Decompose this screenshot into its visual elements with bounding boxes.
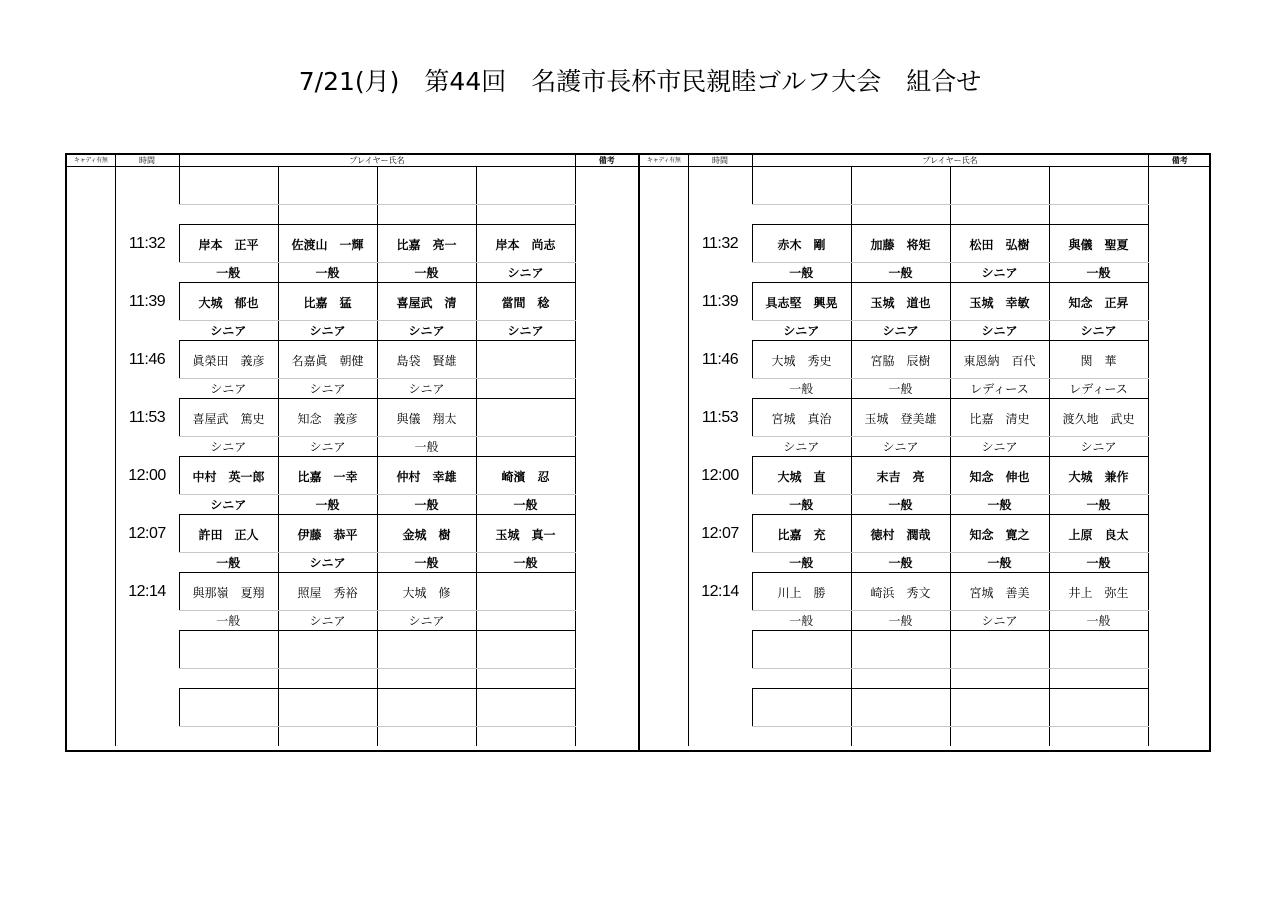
player-name: 比嘉 猛 <box>278 283 377 321</box>
player-category <box>377 205 476 225</box>
player-category: 一般 <box>752 611 851 631</box>
group-row <box>640 689 1211 727</box>
pairing-sheet <box>65 153 1211 752</box>
player-name <box>179 689 278 727</box>
player-name: 眞榮田 義彦 <box>179 341 278 379</box>
player-name: 大城 郁也 <box>179 283 278 321</box>
player-name <box>950 167 1049 205</box>
player-name <box>179 167 278 205</box>
player-category <box>851 205 950 225</box>
tee-time <box>688 631 752 689</box>
players-header: プレイヤー氏名 <box>179 155 575 167</box>
header-row <box>67 155 638 167</box>
group-row <box>67 167 638 205</box>
group-row <box>67 631 638 669</box>
player-name: 岸本 正平 <box>179 225 278 263</box>
player-name: 渡久地 武史 <box>1049 399 1148 437</box>
player-category: シニア <box>950 263 1049 283</box>
player-name: 末吉 亮 <box>851 457 950 495</box>
tee-time <box>115 631 179 689</box>
player-name: 與儀 翔太 <box>377 399 476 437</box>
player-name: 知念 伸也 <box>950 457 1049 495</box>
player-category: シニア <box>851 321 950 341</box>
player-category: 一般 <box>950 553 1049 573</box>
player-category: シニア <box>377 379 476 399</box>
player-name: 上原 良太 <box>1049 515 1148 553</box>
remarks-cell <box>1148 399 1211 457</box>
tee-time: 12:14 <box>115 573 179 631</box>
remarks-cell <box>575 399 638 457</box>
player-name: 照屋 秀裕 <box>278 573 377 611</box>
player-name <box>1049 167 1148 205</box>
player-name <box>851 167 950 205</box>
tee-time <box>688 167 752 225</box>
player-category: 一般 <box>752 553 851 573</box>
player-name <box>377 631 476 669</box>
player-category: シニア <box>278 553 377 573</box>
player-name: 與儀 聖夏 <box>1049 225 1148 263</box>
tee-time: 11:53 <box>115 399 179 457</box>
remarks-header: 備考 <box>575 155 638 167</box>
pairing-table <box>67 155 638 746</box>
player-category: 一般 <box>851 495 950 515</box>
tee-time <box>115 689 179 747</box>
remarks-cell <box>1148 341 1211 399</box>
player-name: 大城 修 <box>377 573 476 611</box>
player-category: シニア <box>278 379 377 399</box>
tee-time: 11:39 <box>688 283 752 341</box>
caddy-cell <box>67 515 115 573</box>
player-name <box>752 689 851 727</box>
player-category <box>476 379 575 399</box>
player-name <box>476 167 575 205</box>
caddy-cell <box>640 631 688 689</box>
player-category: 一般 <box>377 437 476 457</box>
tee-time: 11:39 <box>115 283 179 341</box>
tee-time: 11:53 <box>688 399 752 457</box>
player-name <box>752 167 851 205</box>
player-category: 一般 <box>752 263 851 283</box>
player-category: 一般 <box>179 263 278 283</box>
caddy-cell <box>640 573 688 631</box>
player-category <box>1049 727 1148 747</box>
player-name: 加藤 将矩 <box>851 225 950 263</box>
group-row <box>640 167 1211 205</box>
player-category: 一般 <box>752 379 851 399</box>
player-name: 崎浜 秀文 <box>851 573 950 611</box>
player-name: 玉城 道也 <box>851 283 950 321</box>
player-name: 宮城 真治 <box>752 399 851 437</box>
group-row <box>67 457 638 495</box>
caddy-cell <box>640 341 688 399</box>
pairing-table-right <box>638 155 1211 750</box>
pairing-table-left <box>67 155 638 750</box>
player-category <box>179 727 278 747</box>
player-category: シニア <box>476 321 575 341</box>
player-name: 玉城 真一 <box>476 515 575 553</box>
player-category: 一般 <box>476 553 575 573</box>
player-name: 玉城 登美雄 <box>851 399 950 437</box>
remarks-cell <box>575 283 638 341</box>
remarks-cell <box>1148 515 1211 573</box>
page-title: 7/21(月) 第44回 名護市長杯市民親睦ゴルフ大会 組合せ <box>298 67 982 96</box>
player-category <box>179 669 278 689</box>
tee-time: 12:00 <box>688 457 752 515</box>
player-category: レディース <box>950 379 1049 399</box>
player-category <box>476 437 575 457</box>
group-row <box>640 225 1211 263</box>
player-name <box>476 573 575 611</box>
player-category: レディース <box>1049 379 1148 399</box>
time-header: 時間 <box>115 155 179 167</box>
player-category <box>851 727 950 747</box>
player-category: シニア <box>179 321 278 341</box>
group-row <box>67 573 638 611</box>
caddy-cell <box>67 283 115 341</box>
player-category: シニア <box>179 379 278 399</box>
player-category <box>752 669 851 689</box>
remarks-cell <box>1148 225 1211 283</box>
caddy-cell <box>67 399 115 457</box>
header-row <box>640 155 1211 167</box>
player-name: 玉城 幸敏 <box>950 283 1049 321</box>
pairing-table <box>640 155 1211 746</box>
player-category: 一般 <box>476 495 575 515</box>
caddy-cell <box>640 167 688 225</box>
player-name: 伊藤 恭平 <box>278 515 377 553</box>
group-row <box>67 341 638 379</box>
tee-time: 11:46 <box>115 341 179 399</box>
caddy-cell <box>640 283 688 341</box>
caddy-cell <box>640 399 688 457</box>
caddy-cell <box>67 457 115 515</box>
players-header: プレイヤー氏名 <box>752 155 1148 167</box>
player-name: 井上 弥生 <box>1049 573 1148 611</box>
tee-time <box>688 689 752 747</box>
group-row <box>640 573 1211 611</box>
caddy-cell <box>67 167 115 225</box>
player-category: 一般 <box>1049 495 1148 515</box>
player-category: 一般 <box>851 611 950 631</box>
player-category: シニア <box>950 611 1049 631</box>
player-category <box>377 727 476 747</box>
player-name: 松田 弘樹 <box>950 225 1049 263</box>
remarks-cell <box>1148 457 1211 515</box>
player-name: 宮脇 辰樹 <box>851 341 950 379</box>
player-name: 仲村 幸雄 <box>377 457 476 495</box>
player-category: シニア <box>1049 437 1148 457</box>
player-category <box>179 205 278 225</box>
player-category <box>752 205 851 225</box>
player-name <box>476 341 575 379</box>
player-category: 一般 <box>851 263 950 283</box>
caddy-cell <box>67 631 115 689</box>
player-name: 知念 正昇 <box>1049 283 1148 321</box>
player-name: 金城 樹 <box>377 515 476 553</box>
player-category: 一般 <box>1049 263 1148 283</box>
caddy-cell <box>67 689 115 747</box>
player-name <box>476 631 575 669</box>
player-name <box>476 689 575 727</box>
player-category: 一般 <box>278 263 377 283</box>
player-category <box>278 205 377 225</box>
player-category: 一般 <box>377 263 476 283</box>
group-row <box>67 283 638 321</box>
player-name: 名嘉眞 朝健 <box>278 341 377 379</box>
player-name: 當間 稔 <box>476 283 575 321</box>
player-name <box>278 689 377 727</box>
player-category: シニア <box>278 437 377 457</box>
player-category: シニア <box>950 437 1049 457</box>
player-name: 関 華 <box>1049 341 1148 379</box>
remarks-cell <box>1148 631 1211 689</box>
player-category: 一般 <box>179 611 278 631</box>
caddy-header: キャディ有無 <box>640 155 688 167</box>
player-name: 比嘉 清史 <box>950 399 1049 437</box>
player-category <box>476 669 575 689</box>
player-name: 比嘉 充 <box>752 515 851 553</box>
player-name <box>278 167 377 205</box>
player-name: 崎濱 忍 <box>476 457 575 495</box>
remarks-cell <box>575 689 638 747</box>
player-category: 一般 <box>278 495 377 515</box>
player-category: シニア <box>1049 321 1148 341</box>
caddy-cell <box>640 225 688 283</box>
group-row <box>67 399 638 437</box>
player-name <box>950 689 1049 727</box>
group-row <box>640 631 1211 669</box>
group-row <box>640 341 1211 379</box>
player-name: 具志堅 興晃 <box>752 283 851 321</box>
caddy-cell <box>640 515 688 573</box>
remarks-cell <box>1148 573 1211 631</box>
tee-time: 11:46 <box>688 341 752 399</box>
group-row <box>67 225 638 263</box>
player-category: 一般 <box>851 379 950 399</box>
player-name: 比嘉 一幸 <box>278 457 377 495</box>
player-name: 赤木 剛 <box>752 225 851 263</box>
player-name <box>179 631 278 669</box>
player-category: 一般 <box>950 495 1049 515</box>
player-category: シニア <box>752 437 851 457</box>
caddy-cell <box>640 457 688 515</box>
remarks-cell <box>575 457 638 515</box>
player-name: 島袋 賢雄 <box>377 341 476 379</box>
player-category: シニア <box>278 321 377 341</box>
player-name <box>752 631 851 669</box>
player-name <box>377 689 476 727</box>
player-name <box>278 631 377 669</box>
remarks-cell <box>1148 689 1211 747</box>
player-category: 一般 <box>1049 611 1148 631</box>
player-name: 喜屋武 清 <box>377 283 476 321</box>
player-category <box>476 205 575 225</box>
caddy-cell <box>67 341 115 399</box>
player-category <box>377 669 476 689</box>
time-header: 時間 <box>688 155 752 167</box>
player-name <box>851 689 950 727</box>
player-category <box>950 669 1049 689</box>
player-name: 與那嶺 夏翔 <box>179 573 278 611</box>
player-category <box>851 669 950 689</box>
player-name <box>950 631 1049 669</box>
group-row <box>67 515 638 553</box>
caddy-cell <box>640 689 688 747</box>
player-category: 一般 <box>1049 553 1148 573</box>
player-category: シニア <box>179 437 278 457</box>
caddy-cell <box>67 573 115 631</box>
remarks-cell <box>1148 283 1211 341</box>
remarks-cell <box>1148 167 1211 225</box>
tee-time: 12:07 <box>115 515 179 573</box>
remarks-cell <box>575 515 638 573</box>
player-name: 許田 正人 <box>179 515 278 553</box>
tee-time <box>115 167 179 225</box>
group-row <box>640 399 1211 437</box>
group-row <box>640 457 1211 495</box>
player-category: シニア <box>752 321 851 341</box>
player-name <box>476 399 575 437</box>
player-name: 大城 兼作 <box>1049 457 1148 495</box>
player-name: 中村 英一郎 <box>179 457 278 495</box>
player-category: シニア <box>179 495 278 515</box>
caddy-header: キャディ有無 <box>67 155 115 167</box>
player-category <box>476 611 575 631</box>
player-category <box>1049 205 1148 225</box>
player-name: 岸本 尚志 <box>476 225 575 263</box>
player-name <box>1049 689 1148 727</box>
player-category <box>752 727 851 747</box>
player-category: 一般 <box>179 553 278 573</box>
group-row <box>640 515 1211 553</box>
player-name: 東恩納 百代 <box>950 341 1049 379</box>
tee-time: 11:32 <box>688 225 752 283</box>
player-name <box>851 631 950 669</box>
player-name: 川上 勝 <box>752 573 851 611</box>
player-category <box>476 727 575 747</box>
player-category: 一般 <box>377 495 476 515</box>
player-name: 宮城 善美 <box>950 573 1049 611</box>
player-name: 大城 直 <box>752 457 851 495</box>
remarks-cell <box>575 225 638 283</box>
player-category: シニア <box>278 611 377 631</box>
player-category <box>278 669 377 689</box>
group-row <box>640 283 1211 321</box>
remarks-cell <box>575 573 638 631</box>
tee-time: 12:14 <box>688 573 752 631</box>
player-category: シニア <box>377 321 476 341</box>
tee-time: 12:00 <box>115 457 179 515</box>
remarks-cell <box>575 631 638 689</box>
remarks-header: 備考 <box>1148 155 1211 167</box>
player-category: シニア <box>476 263 575 283</box>
player-name: 知念 義彦 <box>278 399 377 437</box>
player-name <box>1049 631 1148 669</box>
player-category <box>278 727 377 747</box>
player-category: シニア <box>851 437 950 457</box>
player-category: シニア <box>377 611 476 631</box>
player-name <box>377 167 476 205</box>
player-category <box>1049 669 1148 689</box>
player-name: 佐渡山 一輝 <box>278 225 377 263</box>
caddy-cell <box>67 225 115 283</box>
remarks-cell <box>575 167 638 225</box>
player-name: 大城 秀史 <box>752 341 851 379</box>
group-row <box>67 689 638 727</box>
tee-time: 11:32 <box>115 225 179 283</box>
player-name: 比嘉 亮一 <box>377 225 476 263</box>
player-category: シニア <box>950 321 1049 341</box>
player-category: 一般 <box>377 553 476 573</box>
player-name: 喜屋武 篤史 <box>179 399 278 437</box>
player-name: 知念 寛之 <box>950 515 1049 553</box>
remarks-cell <box>575 341 638 399</box>
player-name: 徳村 潤哉 <box>851 515 950 553</box>
player-category <box>950 205 1049 225</box>
tee-time: 12:07 <box>688 515 752 573</box>
player-category <box>950 727 1049 747</box>
player-category: 一般 <box>851 553 950 573</box>
player-category: 一般 <box>752 495 851 515</box>
